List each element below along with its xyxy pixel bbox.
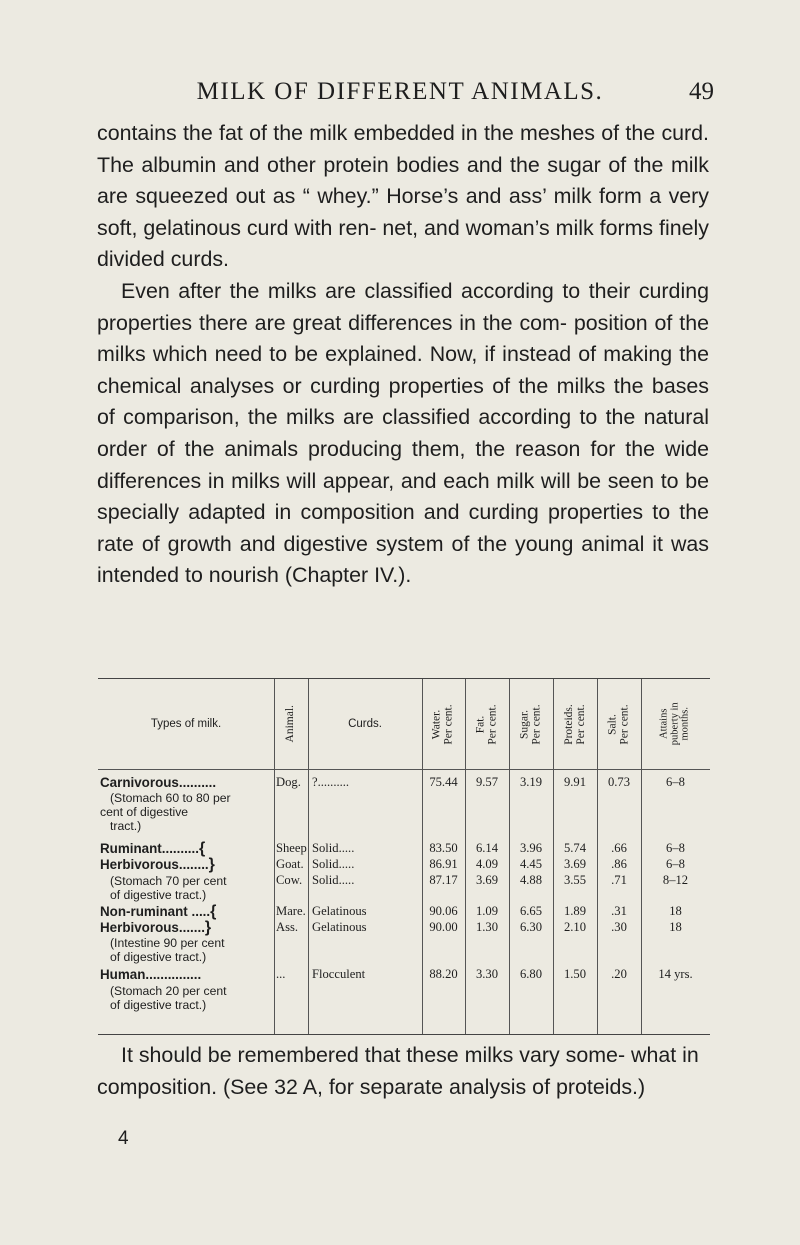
cell-animal: Mare. <box>276 904 306 918</box>
cell-proteids: 3.69 <box>563 857 587 871</box>
cell-proteids: 5.74 <box>563 841 587 855</box>
header-proteids: Proteids. Per cent. <box>562 703 586 745</box>
running-header <box>0 78 800 106</box>
cell-curds: Solid..... <box>312 873 355 887</box>
group-ruminant: Ruminant..........{ <box>100 840 206 857</box>
cell-fat: 3.30 <box>475 967 499 981</box>
cell-curds: Gelatinous <box>312 920 367 934</box>
after-table-text <box>97 1040 709 1103</box>
cell-sugar: 6.65 <box>519 904 543 918</box>
header-sugar: Sugar. Per cent. <box>518 703 542 745</box>
cell-salt: 0.73 <box>607 775 631 789</box>
cell-salt: .20 <box>611 967 627 981</box>
cell-puberty: 8–12 <box>662 873 689 887</box>
human-note-2: of digestive tract.) <box>110 998 207 1012</box>
cell-water: 90.00 <box>429 920 458 934</box>
cell-proteids: 1.89 <box>563 904 587 918</box>
group-human: Human............... <box>100 967 202 982</box>
cell-sugar: 3.19 <box>519 775 543 789</box>
cell-curds: ?.......... <box>312 775 350 789</box>
cell-puberty: 6–8 <box>666 857 685 871</box>
cell-animal: Dog. <box>276 775 301 789</box>
cell-animal: Ass. <box>276 920 299 934</box>
group-carnivorous: Carnivorous.......... <box>100 775 217 790</box>
cell-sugar: 6.80 <box>519 967 543 981</box>
cell-sugar: 4.88 <box>519 873 543 887</box>
cell-proteids: 9.91 <box>563 775 587 789</box>
page-number: 49 <box>689 78 714 105</box>
nonruminant-note-2: of digestive tract.) <box>110 950 207 964</box>
cell-fat: 1.30 <box>475 920 499 934</box>
cell-sugar: 3.96 <box>519 841 543 855</box>
milk-composition-table <box>98 678 710 1035</box>
cell-sugar: 6.30 <box>519 920 543 934</box>
ruminant-note-2: of digestive tract.) <box>110 888 207 902</box>
cell-fat: 6.14 <box>475 841 499 855</box>
cell-proteids: 2.10 <box>563 920 587 934</box>
human-note-1: (Stomach 20 per cent <box>110 984 227 998</box>
cell-puberty: 6–8 <box>666 841 685 855</box>
header-fat: Fat. Per cent. <box>474 703 498 745</box>
cell-curds: Flocculent <box>312 967 366 981</box>
cell-water: 87.17 <box>429 873 458 887</box>
paragraph-1: contains the fat of the milk embedded in the meshes of the curd. The albumin and other protein bodies and the sugar of the milk are squeezed out as “ whey.” Horse’s and ass’ milk form a very soft, gelatinous curd with ren- net, and woman’s milk forms finely divided curds. <box>97 121 709 272</box>
cell-salt: .30 <box>611 920 627 934</box>
cell-water: 75.44 <box>429 775 458 789</box>
cell-animal: Goat. <box>276 857 304 871</box>
carnivorous-note-1: (Stomach 60 to 80 per <box>110 791 231 805</box>
cell-proteids: 1.50 <box>563 967 587 981</box>
cell-animal: Sheep <box>276 841 307 855</box>
cell-puberty: 14 yrs. <box>658 967 693 981</box>
group-ruminant-herbivorous: Herbivorous........} <box>100 856 215 873</box>
cell-water: 88.20 <box>429 967 458 981</box>
group-nonruminant-herbivorous: Herbivorous.......} <box>100 919 212 936</box>
cell-fat: 9.57 <box>475 775 499 789</box>
carnivorous-note-2: cent of digestive <box>100 805 189 819</box>
cell-curds: Solid..... <box>312 857 355 871</box>
cell-sugar: 4.45 <box>519 857 543 871</box>
group-nonruminant: Non-ruminant .....{ <box>100 903 217 920</box>
cell-curds: Gelatinous <box>312 904 367 918</box>
cell-fat: 4.09 <box>475 857 499 871</box>
cell-water: 86.91 <box>429 857 458 871</box>
cell-water: 90.06 <box>429 904 458 918</box>
paragraph-2: Even after the milks are classified according to their curding properties there are great differences in the com- position of the milks which need to be explained. Now, if instead of making the chemical analyses or curding properties of the milks the bases of comparison, the milks are classified according to the natural order of the animals producing them, the reason for the wide differences in milks will appear, and each milk will be seen to be specially adapted in composition and curding properties to the rate of growth and digestive system of the young animal it was intended to nourish (Chapter IV.). <box>97 278 709 588</box>
cell-animal: Cow. <box>276 873 303 887</box>
cell-animal: ... <box>276 967 286 981</box>
cell-puberty: 18 <box>669 904 682 918</box>
header-puberty: Attains puberty in months. <box>658 702 691 746</box>
cell-proteids: 3.55 <box>563 873 587 887</box>
body-text <box>97 118 709 592</box>
header-salt: Salt. Per cent. <box>606 703 630 745</box>
cell-puberty: 18 <box>669 920 682 934</box>
cell-fat: 1.09 <box>475 904 499 918</box>
header-curds: Curds. <box>348 718 382 730</box>
nonruminant-note-1: (Intestine 90 per cent <box>110 936 225 950</box>
carnivorous-note-3: tract.) <box>110 819 142 833</box>
cell-puberty: 6–8 <box>666 775 685 789</box>
signature-mark: 4 <box>118 1128 129 1149</box>
header-types: Types of milk. <box>150 718 222 730</box>
header-animal: Animal. <box>284 705 297 743</box>
header-title: MILK OF DIFFERENT ANIMALS. <box>196 78 604 105</box>
cell-salt: .71 <box>611 873 627 887</box>
cell-salt: .31 <box>611 904 627 918</box>
header-water: Water. Per cent. <box>430 703 455 745</box>
cell-curds: Solid..... <box>312 841 355 855</box>
cell-salt: .86 <box>611 857 627 871</box>
cell-water: 83.50 <box>429 841 458 855</box>
ruminant-note-1: (Stomach 70 per cent <box>110 874 227 888</box>
cell-salt: .66 <box>611 841 627 855</box>
after-table-paragraph: It should be remembered that these milks vary some- what in composition. (See 32 A, for separate analysis of proteids.) <box>97 1043 699 1099</box>
cell-fat: 3.69 <box>475 873 499 887</box>
